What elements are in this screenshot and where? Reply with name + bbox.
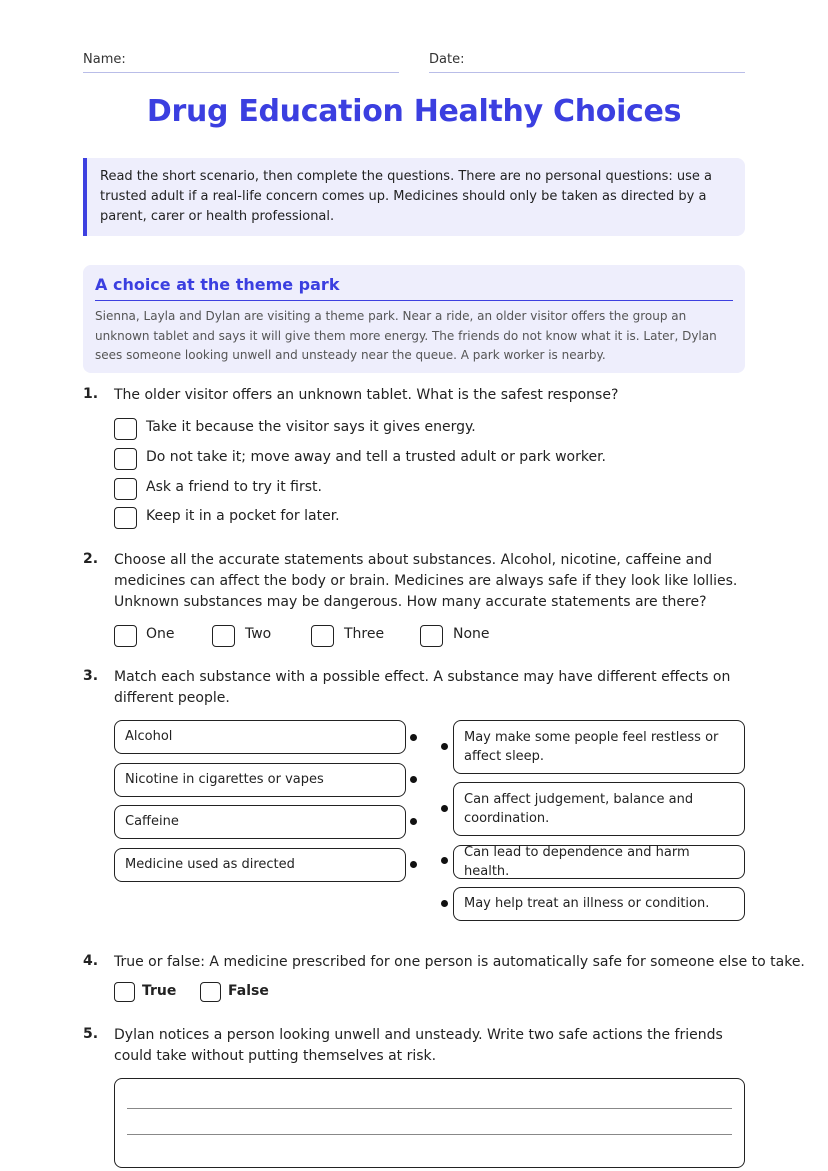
checkbox[interactable]: [114, 448, 137, 470]
option-label: Three: [344, 626, 385, 642]
match-right-dot[interactable]: [441, 805, 448, 812]
name-field[interactable]: [83, 72, 399, 73]
match-left-dot[interactable]: [410, 818, 417, 825]
date-field[interactable]: [429, 72, 745, 73]
question-text: Dylan notices a person looking unwell and unsteady. Write two safe actions the friends could take without putting themselves at risk.: [114, 1027, 723, 1064]
question-text: Match each substance with a possible effect. A substance may have different effects on different people.: [114, 669, 731, 706]
match-left-item: Alcohol: [114, 720, 406, 754]
intro-callout: Read the short scenario, then complete the questions. There are no personal questions: use a trusted adult if a real-life concern comes up. Medicines should only be taken as directed by a parent, carer or health professional.: [83, 158, 745, 236]
match-right-dot[interactable]: [441, 743, 448, 750]
checkbox[interactable]: [114, 982, 135, 1002]
match-left-dot[interactable]: [410, 776, 417, 783]
page-title: Drug Education Healthy Choices: [146, 94, 682, 129]
match-left-dot[interactable]: [410, 734, 417, 741]
checkbox[interactable]: [114, 507, 137, 529]
match-right-item: Can lead to dependence and harm health.: [453, 845, 745, 879]
answer-line: [127, 1134, 732, 1135]
date-label: Date:: [429, 52, 465, 67]
question-number: 4.: [83, 953, 99, 969]
option-label: Two: [245, 626, 272, 642]
answer-line: [127, 1108, 732, 1109]
option-label: Take it because the visitor says it gives energy.: [146, 419, 476, 435]
scenario-panel: [83, 265, 745, 373]
scenario-heading: A choice at the theme park: [95, 275, 733, 301]
match-left-item: Caffeine: [114, 805, 406, 839]
name-label: Name:: [83, 52, 126, 67]
match-right-item: May make some people feel restless or affect sleep.: [453, 720, 745, 774]
option-label: Keep it in a pocket for later.: [146, 508, 340, 524]
question-number: 5.: [83, 1026, 99, 1042]
option-label: None: [453, 626, 490, 642]
option-label: True: [142, 983, 177, 999]
checkbox[interactable]: [212, 625, 235, 647]
question-number: 2.: [83, 551, 99, 567]
question-text: Choose all the accurate statements about substances. Alcohol, nicotine, caffeine and medicines can affect the body or brain. Medicines are always safe if they look like lollies. Unknown substances may be dangerous. How many accurate statements are there?: [114, 552, 738, 610]
checkbox[interactable]: [114, 478, 137, 500]
match-right-item: May help treat an illness or condition.: [453, 887, 745, 921]
scenario-text: Sienna, Layla and Dylan are visiting a theme park. Near a ride, an older visitor offers the group an unknown tablet and says it will give them more energy. The friends do not know what it is. Later, Dylan sees someone looking unwell and unsteady near the queue. A park worker is nearby.: [95, 309, 717, 362]
question-text: True or false: A medicine prescribed for one person is automatically safe for someone else to take.: [114, 954, 805, 970]
match-right-dot[interactable]: [441, 857, 448, 864]
match-left-item: Nicotine in cigarettes or vapes: [114, 763, 406, 797]
checkbox[interactable]: [420, 625, 443, 647]
checkbox[interactable]: [311, 625, 334, 647]
match-left-dot[interactable]: [410, 861, 417, 868]
question-text: The older visitor offers an unknown tablet. What is the safest response?: [114, 387, 619, 403]
question-number: 1.: [83, 386, 99, 402]
match-right-dot[interactable]: [441, 900, 448, 907]
answer-box[interactable]: [114, 1078, 745, 1168]
option-label: Do not take it; move away and tell a trusted adult or park worker.: [146, 449, 606, 465]
match-left-item: Medicine used as directed: [114, 848, 406, 882]
option-label: Ask a friend to try it first.: [146, 479, 322, 495]
checkbox[interactable]: [114, 625, 137, 647]
option-label: One: [146, 626, 175, 642]
checkbox[interactable]: [114, 418, 137, 440]
checkbox[interactable]: [200, 982, 221, 1002]
question-number: 3.: [83, 668, 99, 684]
match-right-item: Can affect judgement, balance and coordination.: [453, 782, 745, 836]
option-label: False: [228, 983, 269, 999]
